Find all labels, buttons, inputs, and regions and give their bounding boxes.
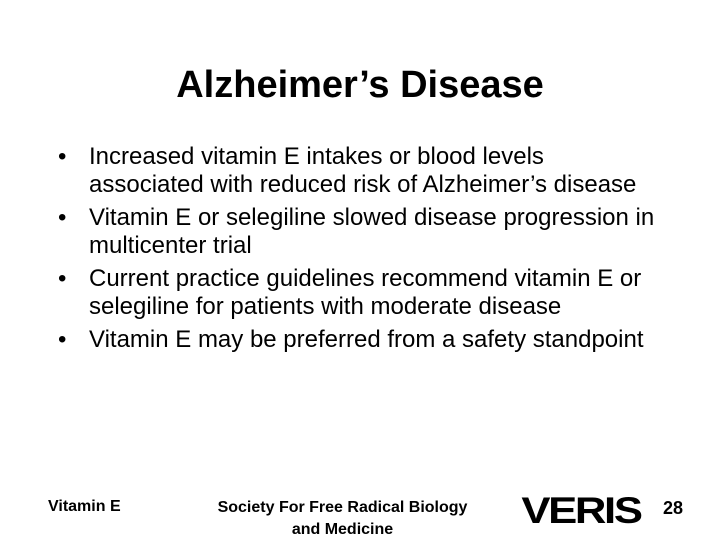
slide-title: Alzheimer’s Disease	[176, 64, 544, 106]
bullet-text: Increased vitamin E intakes or blood levels associated with reduced risk of Alzheimer’s disease	[89, 143, 637, 198]
bullet-item	[56, 326, 656, 354]
bullet-text: Vitamin E may be preferred from a safety standpoint	[89, 326, 644, 353]
bullet-marker: •	[58, 265, 67, 292]
bullet-marker: •	[58, 143, 67, 170]
bullet-item	[56, 143, 656, 198]
bullet-text: Current practice guidelines recommend vitamin E or selegiline for patients with moderate disease	[89, 265, 642, 320]
veris-logo	[521, 489, 641, 532]
bullet-marker: •	[58, 326, 67, 353]
footer-organization	[190, 497, 495, 541]
bullet-marker: •	[58, 204, 67, 231]
page-number: 28	[663, 498, 684, 518]
bullet-list	[56, 143, 656, 360]
veris-logo-text: VERIS	[521, 489, 641, 532]
bullet-item	[56, 204, 656, 259]
footer-organization-line1: Society For Free Radical Biology	[217, 499, 468, 516]
bullet-item	[56, 265, 656, 320]
footer-organization-line2: and Medicine	[291, 521, 394, 538]
bullet-text: Vitamin E or selegiline slowed disease progression in multicenter trial	[89, 204, 655, 259]
footer-topic: Vitamin E	[48, 498, 121, 515]
